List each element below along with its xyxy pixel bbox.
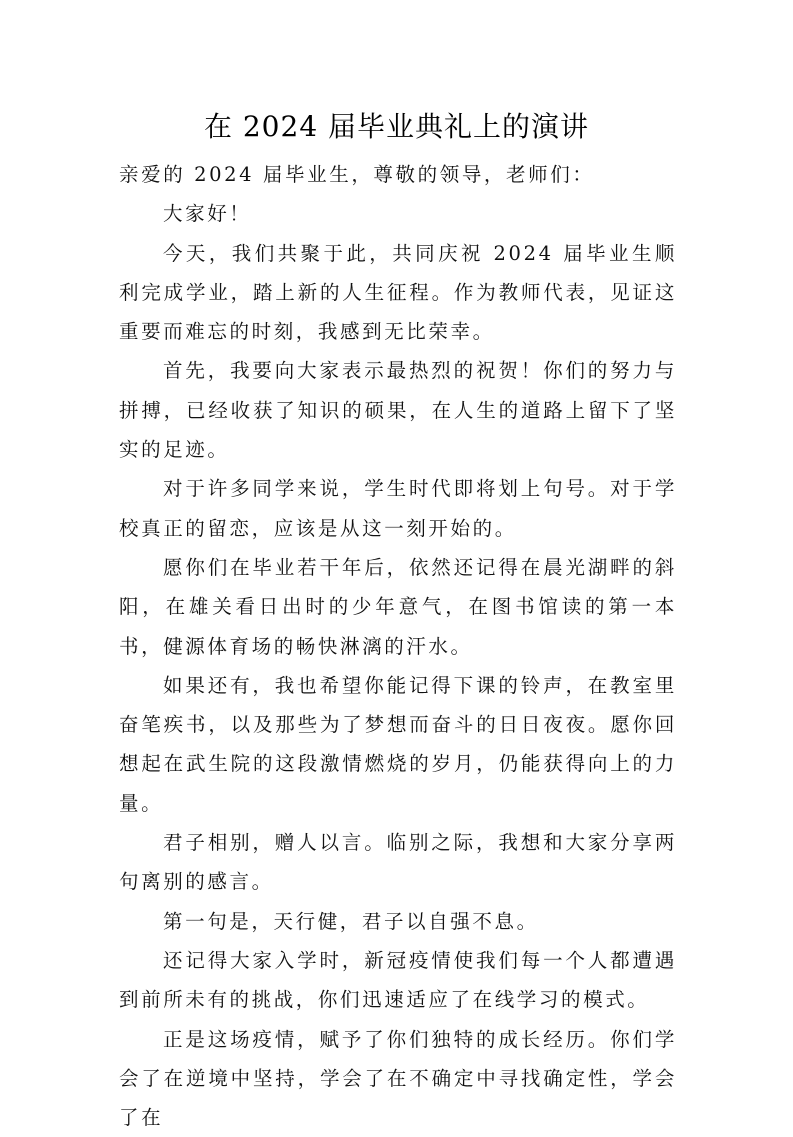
paragraph: 正是这场疫情，赋予了你们独特的成长经历。你们学会了在逆境中坚持，学会了在不确定中寻找确定性，学会了在: [119, 1027, 677, 1130]
document-title: 在 2024 届毕业典礼上的演讲: [203, 110, 590, 143]
paragraph: 如果还有，我也希望你能记得下课的铃声，在教室里奋笔疾书，以及那些为了梦想而奋斗的日日夜夜。愿你回想起在武生院的这段激情燃烧的岁月，仍能获得向上的力量。: [119, 673, 677, 815]
paragraph: 今天，我们共聚于此，共同庆祝 2024 届毕业生顺利完成学业，踏上新的人生征程。作为教师代表，见证这重要而难忘的时刻，我感到无比荣幸。: [119, 241, 677, 344]
paragraph: 首先，我要向大家表示最热烈的祝贺！你们的努力与拼搏，已经收获了知识的硕果，在人生的道路上留下了坚实的足迹。: [119, 359, 677, 462]
paragraph: 还记得大家入学时，新冠疫情使我们每一个人都遭遇到前所未有的挑战，你们迅速适应了在线学习的模式。: [119, 948, 677, 1012]
paragraph: 君子相别，赠人以言。临别之际，我想和大家分享两句离别的感言。: [119, 831, 677, 894]
salutation: 亲爱的 2024 届毕业生，尊敬的领导，老师们：: [119, 163, 595, 186]
paragraph: 对于许多同学来说，学生时代即将划上句号。对于学校真正的留恋，应该是从这一刻开始的。: [119, 477, 677, 540]
paragraph: 第一句是，天行健，君子以自强不息。: [163, 909, 539, 933]
paragraph: 大家好！: [163, 202, 252, 226]
paragraph: 愿你们在毕业若干年后，依然还记得在晨光湖畔的斜阳，在雄关看日出时的少年意气，在图书馆读的第一本书，健源体育场的畅快淋漓的汗水。: [119, 555, 677, 658]
document-body: [119, 155, 677, 1137]
